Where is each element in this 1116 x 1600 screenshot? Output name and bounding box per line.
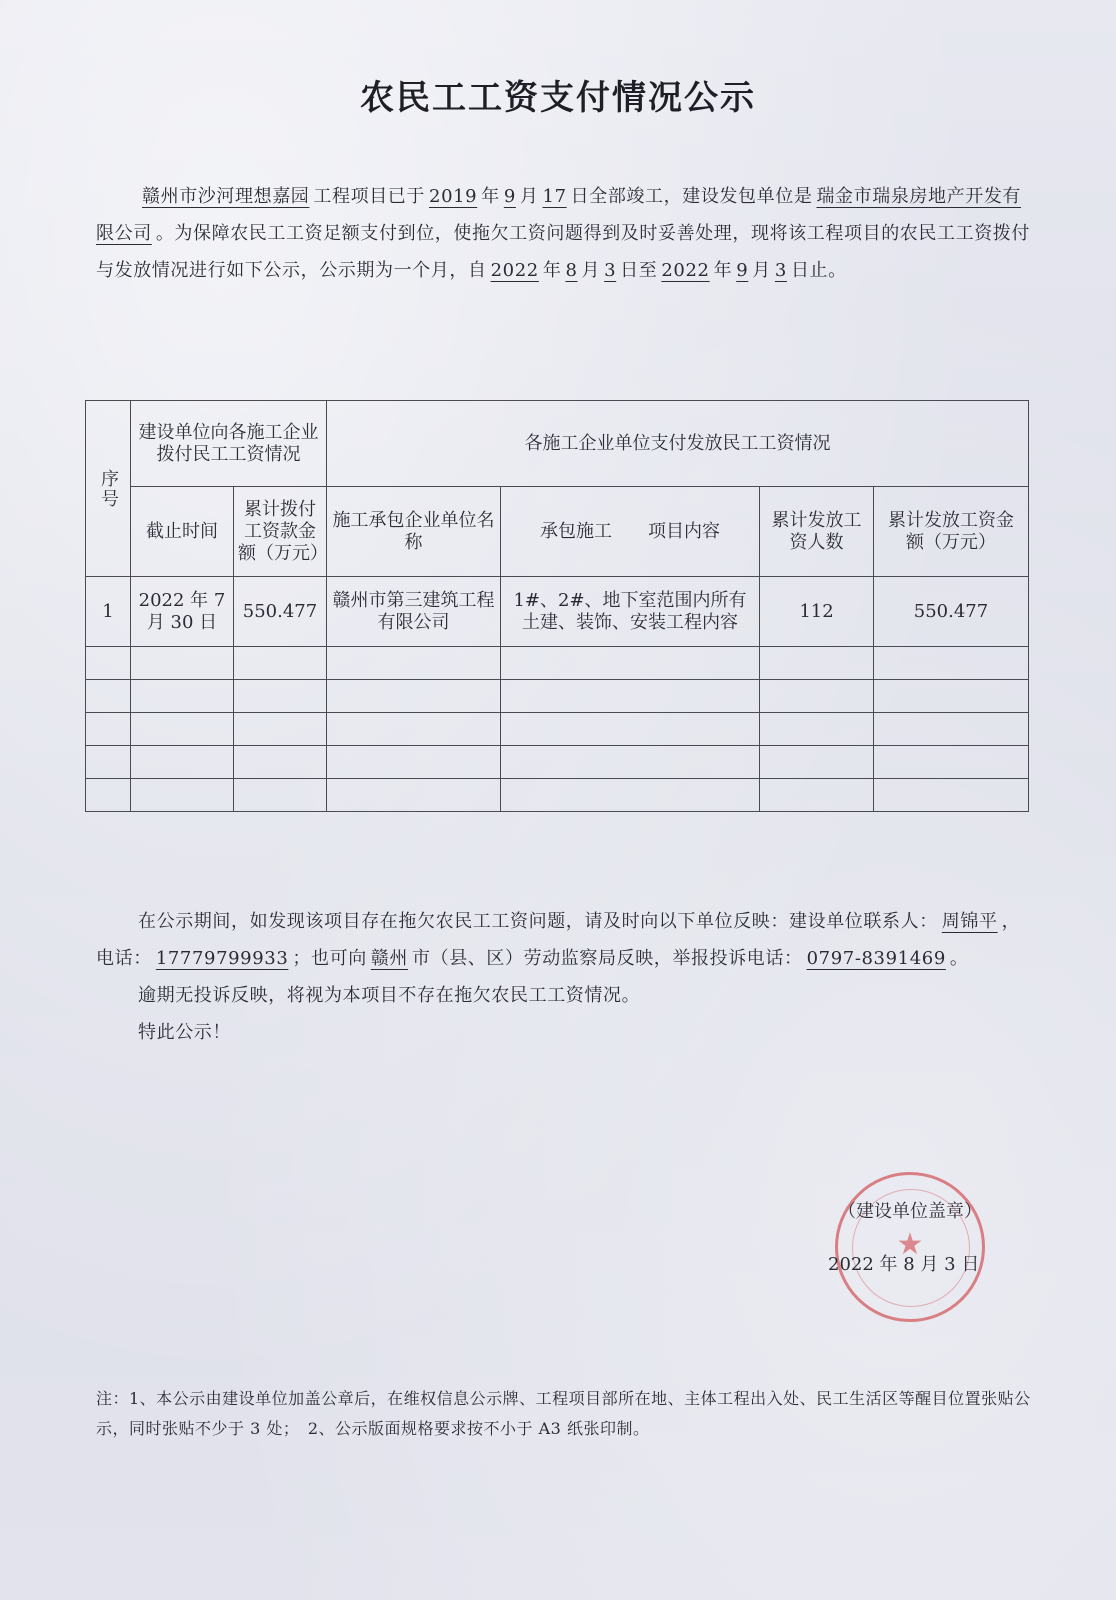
group1-header: 建设单位向各施工企业拨付民工工资情况 xyxy=(131,401,327,487)
seq-header: 序号 xyxy=(98,468,119,509)
signature-date: 2022 年 8 月 3 日 xyxy=(828,1254,980,1275)
seq-header-cell xyxy=(86,401,131,577)
intro-text: 月 xyxy=(752,260,771,281)
cell-seq: 1 xyxy=(86,577,131,647)
table-row xyxy=(86,577,1029,647)
intro-text: 月 xyxy=(581,260,601,281)
wage-table xyxy=(85,400,1032,812)
cell-amount: 550.477 xyxy=(234,577,327,647)
notice-text: ，电话： xyxy=(96,911,1021,969)
intro-text: 工程项目已于 xyxy=(313,186,426,207)
footnote: 注：1、本公示由建设单位加盖公章后，在维权信息公示牌、工程项目部所在地、主体工程出入处、民工生活区等醒目位置张贴公示，同时张贴不少于 3 处； 2、公示版面规格要求按不小于 A3 纸张印制。 xyxy=(96,1389,1031,1438)
intro-text: 日至 xyxy=(620,260,658,281)
developer-company: 瑞金市瑞泉房地产开发有限公司 xyxy=(96,186,1022,244)
project-name: 赣州市沙河理想嘉园 xyxy=(142,186,310,207)
col-header-date: 截止时间 xyxy=(131,487,234,577)
table-row-empty xyxy=(86,713,1029,746)
col-header-content: 承包施工 项目内容 xyxy=(501,487,760,577)
col-header-workers: 累计发放工资人数 xyxy=(760,487,874,577)
notice-text: ；也可向 xyxy=(292,948,367,969)
table-row-empty xyxy=(86,746,1029,779)
notice-text: 市（县、区）劳动监察局反映，举报投诉电话： xyxy=(412,948,803,969)
cell-date: 2022 年 7 月 30 日 xyxy=(131,577,234,647)
cell-workers: 112 xyxy=(760,577,874,647)
table-row-empty xyxy=(86,680,1029,713)
intro-text: 月 xyxy=(519,186,539,207)
col-header-paid: 累计发放工资金 额（万元） xyxy=(874,487,1029,577)
completion-month: 9 xyxy=(503,186,516,207)
notice-paragraph xyxy=(96,903,1031,1051)
period-start-day: 3 xyxy=(604,260,617,281)
notice-text: 。 xyxy=(949,948,969,969)
period-end-month: 9 xyxy=(736,260,749,281)
completion-day: 17 xyxy=(542,186,567,207)
table-row-empty xyxy=(86,779,1029,812)
notice-line xyxy=(96,903,1031,977)
seal-star-icon: ★ xyxy=(896,1227,924,1262)
intro-paragraph xyxy=(96,178,1031,289)
intro-text: 。为保障农民工工资足额支付到位，使拖欠工资问题得到及时妥善处理，现将该工程项目的农民工工资拨付与发放情况进行如下公示，公示期为一个月，自 xyxy=(96,223,1031,281)
period-end-year: 2022 xyxy=(661,260,710,281)
notice-text: 在公示期间，如发现该项目存在拖欠农民工工资问题，请及时向以下单位反映：建设单位联系人： xyxy=(138,911,938,932)
official-seal-stamp xyxy=(835,1172,985,1322)
intro-text: 年 xyxy=(481,186,500,207)
city-name: 赣州 xyxy=(370,948,408,969)
period-start-year: 2022 xyxy=(490,260,539,281)
cell-company: 赣州市第三建筑工程有限公司 xyxy=(327,577,501,647)
intro-text: 年 xyxy=(713,260,733,281)
completion-year: 2019 xyxy=(429,186,478,207)
seal-label: （建设单位盖章） xyxy=(838,1201,982,1222)
period-end-day: 3 xyxy=(774,260,787,281)
intro-text: 日全部竣工，建设发包单位是 xyxy=(570,186,813,207)
cell-content: 1#、2#、地下室范围内所有土建、装饰、安装工程内容 xyxy=(501,577,760,647)
contact-phone: 17779799933 xyxy=(155,948,289,969)
contact-person: 周锦平 xyxy=(941,911,998,932)
intro-text: 日止。 xyxy=(790,260,847,281)
closing-line: 特此公示！ xyxy=(138,1022,231,1043)
group2-header: 各施工企业单位支付发放民工工资情况 xyxy=(327,401,1029,487)
col-header-amount: 累计拨付工资款金额（万元） xyxy=(234,487,327,577)
table-row-empty xyxy=(86,647,1029,680)
no-complaint-line: 逾期无投诉反映，将视为本项目不存在拖欠农民工工资情况。 xyxy=(138,985,641,1006)
period-start-month: 8 xyxy=(565,260,578,281)
cell-paid: 550.477 xyxy=(874,577,1029,647)
hotline-number: 0797-8391469 xyxy=(806,948,946,969)
document-title: 农民工工资支付情况公示 xyxy=(360,78,756,118)
col-header-company: 施工承包企业单位名称 xyxy=(327,487,501,577)
intro-text: 年 xyxy=(542,260,562,281)
